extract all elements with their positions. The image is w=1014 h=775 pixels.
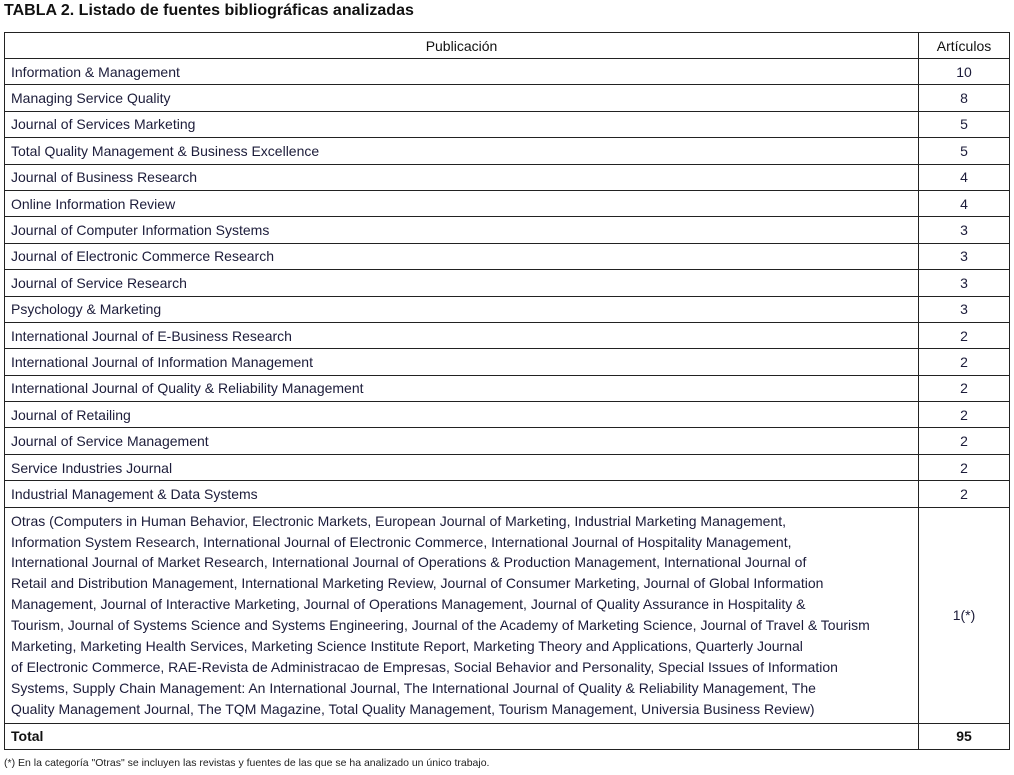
publication-name: Total Quality Management & Business Excellence — [5, 138, 919, 164]
otras-text-line: Systems, Supply Chain Management: An International Journal, The International Journal of Quality & Reliability Management, The — [11, 679, 816, 696]
table-row — [5, 428, 1010, 454]
footnote: (*) En la categoría "Otras" se incluyen las revistas y fuentes de las que se ha analizado un único trabajo. — [4, 757, 490, 769]
publication-name: Service Industries Journal — [5, 454, 919, 480]
otras-text-line: Tourism, Journal of Systems Science and Systems Engineering, Journal of the Academy of Marketing Science, Journal of Travel & Tourism — [11, 617, 870, 634]
table-row-otras — [5, 507, 1010, 723]
table-row — [5, 322, 1010, 348]
article-count: 3 — [919, 217, 1010, 243]
article-count: 2 — [919, 428, 1010, 454]
otras-text-line: Marketing, Marketing Health Services, Marketing Science Institute Report, Marketing Theory and Applications, Quarterly Journal — [11, 638, 803, 655]
article-count: 8 — [919, 85, 1010, 111]
article-count: 2 — [919, 402, 1010, 428]
publication-name: Journal of Service Management — [5, 428, 919, 454]
article-count: 2 — [919, 375, 1010, 401]
otras-text-line: of Electronic Commerce, RAE-Revista de Administracao de Empresas, Social Behavior and Personality, Special Issues of Information — [11, 658, 838, 675]
article-count: 5 — [919, 138, 1010, 164]
table-row — [5, 111, 1010, 137]
publication-name: Managing Service Quality — [5, 85, 919, 111]
header-publicacion: Publicación — [5, 33, 919, 59]
publication-name: Information & Management — [5, 59, 919, 85]
otras-text-line: Management, Journal of Interactive Marketing, Journal of Operations Management, Journal of Quality Assurance in Hospitality & — [11, 596, 806, 613]
article-count: 3 — [919, 243, 1010, 269]
article-count: 2 — [919, 322, 1010, 348]
article-count: 10 — [919, 59, 1010, 85]
article-count: 2 — [919, 349, 1010, 375]
table-row — [5, 454, 1010, 480]
table-row-total — [5, 723, 1010, 749]
table-row — [5, 296, 1010, 322]
article-count: 3 — [919, 296, 1010, 322]
publication-name: Psychology & Marketing — [5, 296, 919, 322]
header-articulos: Artículos — [919, 33, 1010, 59]
article-count: 2 — [919, 454, 1010, 480]
otras-cell — [5, 507, 919, 723]
article-count: 5 — [919, 111, 1010, 137]
table-row — [5, 85, 1010, 111]
total-count: 95 — [919, 723, 1010, 749]
table-row — [5, 59, 1010, 85]
otras-text-line: Quality Management Journal, The TQM Magazine, Total Quality Management, Tourism Management, Universia Business Review) — [11, 700, 815, 717]
publication-name: International Journal of Information Management — [5, 349, 919, 375]
table-row — [5, 349, 1010, 375]
table-row — [5, 402, 1010, 428]
article-count: 4 — [919, 164, 1010, 190]
otras-count: 1(*) — [919, 507, 1010, 723]
otras-text-line: Retail and Distribution Management, International Marketing Review, Journal of Consumer Marketing, Journal of Global Information — [11, 575, 824, 592]
article-count: 4 — [919, 190, 1010, 216]
otras-text-line: International Journal of Market Research, International Journal of Operations & Production Management, International Journal of — [11, 554, 807, 571]
total-label: Total — [5, 723, 919, 749]
publication-name: International Journal of Quality & Reliability Management — [5, 375, 919, 401]
publication-name: Journal of Electronic Commerce Research — [5, 243, 919, 269]
publication-name: Journal of Service Research — [5, 270, 919, 296]
otras-text-line: Information System Research, International Journal of Electronic Commerce, International Journal of Hospitality Management, — [11, 533, 792, 550]
publication-name: Industrial Management & Data Systems — [5, 481, 919, 507]
table-row — [5, 481, 1010, 507]
table-header-row — [5, 33, 1010, 59]
table-row — [5, 217, 1010, 243]
table-row — [5, 375, 1010, 401]
table-row — [5, 138, 1010, 164]
publication-name: Journal of Business Research — [5, 164, 919, 190]
sources-table — [4, 32, 1010, 750]
publication-name: Journal of Services Marketing — [5, 111, 919, 137]
table-row — [5, 190, 1010, 216]
article-count: 2 — [919, 481, 1010, 507]
publication-name: Online Information Review — [5, 190, 919, 216]
publication-name: Journal of Retailing — [5, 402, 919, 428]
otras-text-line: Otras (Computers in Human Behavior, Electronic Markets, European Journal of Marketing, Industrial Marketing Management, — [11, 512, 787, 529]
article-count: 3 — [919, 270, 1010, 296]
table-row — [5, 164, 1010, 190]
publication-name: Journal of Computer Information Systems — [5, 217, 919, 243]
table-row — [5, 243, 1010, 269]
publication-name: International Journal of E-Business Research — [5, 322, 919, 348]
table-row — [5, 270, 1010, 296]
table-title: TABLA 2. Listado de fuentes bibliográficas analizadas — [4, 2, 414, 19]
